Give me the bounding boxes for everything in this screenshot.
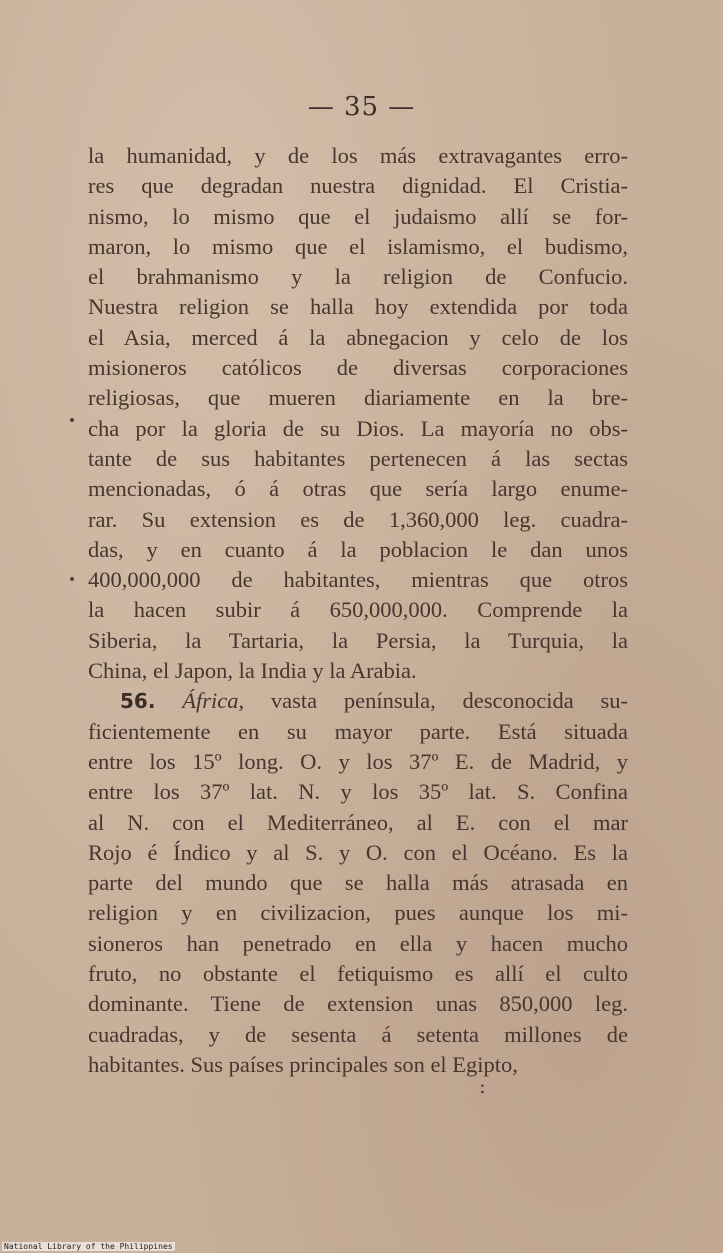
text-line: religiosas, que mueren diariamente en la bre- [88,385,628,411]
text-line: el Asia, merced á la abnegacion y celo de los [88,324,628,350]
text-line: parte del mundo que se halla más atrasada en [88,870,628,896]
text-line: Nuestra religion se halla hoy extendida por toda [88,294,628,320]
section-number: 56. [120,689,156,714]
text-line: das, y en cuanto á la poblacion le dan unos [88,536,628,562]
text-line: misioneros católicos de diversas corporaciones [88,355,628,381]
text-line: al N. con el Mediterráneo, al E. con el mar [88,809,628,835]
text-line: sioneros han penetrado en ella y hacen mucho [88,930,628,956]
section-first-line: vasta península, desconocida su- [270,688,628,714]
page-number: — 35 — [307,92,416,122]
text-line: habitantes. Sus países principales son el Egipto, [88,1051,518,1077]
text-line: mencionadas, ó á otras que sería largo enume- [88,476,628,502]
text-line: cuadradas, y de sesenta á setenta millones de [88,1021,628,1047]
text-line: China, el Japon, la India y la Arabia. [88,658,417,684]
text-line: la humanidad, y de los más extravagantes erro- [88,143,628,168]
text-line: 400,000,000 de habitantes, mientras que otros [88,567,628,593]
text-line: Siberia, la Tartaria, la Persia, la Turquia, la [88,627,628,653]
ink-speck [70,418,74,422]
page-text [88,141,628,1080]
text-line: cha por la gloria de su Dios. La mayoría no obs- [88,415,628,441]
text-line: rar. Su extension es de 1,360,000 leg. cuadra- [88,506,628,532]
text-line: maron, lo mismo que el islamismo, el budismo, [88,233,628,259]
text-line: Rojo é Índico y al S. y O. con el Océano. Es la [88,839,628,865]
text-line: dominante. Tiene de extension unas 850,000 leg. [88,991,628,1017]
text-line: fruto, no obstante el fetiquismo es allí el culto [88,961,628,987]
text-line: el brahmanismo y la religion de Confucio. [88,264,628,290]
text-line: ficientemente en su mayor parte. Está situada [88,718,628,744]
catchword-colon: : [479,1074,486,1098]
text-line: tante de sus habitantes pertenecen á las sectas [88,445,628,471]
text-line: entre los 15º long. O. y los 37º E. de Madrid, y [88,748,628,774]
text-line: entre los 37º lat. N. y los 35º lat. S. Confina [88,779,628,805]
text-line: nismo, lo mismo que el judaismo allí se for- [88,203,628,229]
text-line: religion y en civilizacion, pues aunque los mi- [88,900,628,926]
text-line: res que degradan nuestra dignidad. El Cristia- [88,173,628,199]
ink-speck [70,577,74,581]
footer-credit: National Library of the Philippines [4,1242,173,1251]
section-title: África, [182,688,245,714]
text-line: la hacen subir á 650,000,000. Comprende la [88,597,628,623]
section-56-heading-line [88,686,628,716]
